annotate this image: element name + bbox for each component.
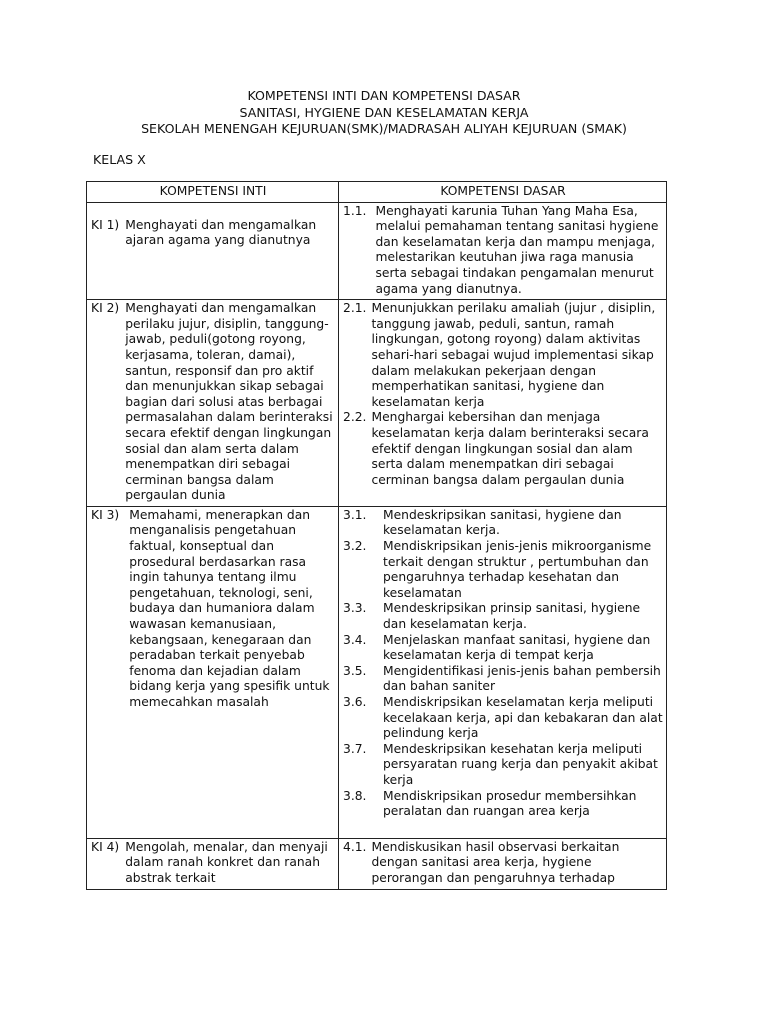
ki-text: Menghayati dan mengamalkan perilaku jujur, disiplin, tanggung-jawab, peduli(gotong royong, kerjasama, toleran, damai), santun, responsif dan pro aktif dan menunjukkan sikap sebagai bagian dari solusi atas berbagai permasalahan dalam berinteraksi secara efektif dengan lingkungan sosial dan alam serta dalam menempatkan diri sebagai cerminan bangsa dalam pergaulan dunia xyxy=(125,301,333,503)
kd-text: Menjelaskan manfaat sanitasi, hygiene dan keselamatan kerja di tempat kerja xyxy=(383,632,651,663)
kd-text: Mendiskripsikan prosedur membersihkan peralatan dan ruangan area kerja xyxy=(383,788,637,819)
kd-text: Mendeskripsikan prinsip sanitasi, hygiene dan keselamatan kerja. xyxy=(383,601,641,632)
kd-text: Menghayati karunia Tuhan Yang Maha Esa, melalui pemahaman tentang sanitasi hygiene dan keselamatan kerja dan mampu menjaga, melestarikan keutuhan jiwa raga manusia serta sebagai tindakan pengamalan menurut agama yang dianutnya. xyxy=(375,203,659,296)
column-header-kd: KOMPETENSI DASAR xyxy=(339,182,667,203)
title-line-3: SEKOLAH MENENGAH KEJURUAN(SMK)/MADRASAH ALIYAH KEJURUAN (SMAK) xyxy=(141,121,627,136)
kd-number: 3.5. xyxy=(343,663,367,678)
ki-number: KI 3) xyxy=(91,507,120,522)
kd-number: 2.2. xyxy=(343,410,367,425)
kd-number: 3.4. xyxy=(343,632,367,647)
kd-number: 3.3. xyxy=(343,601,367,616)
kompetensi-table xyxy=(86,181,667,890)
ki-number: KI 1) xyxy=(91,217,120,232)
ki-text: Menghayati dan mengamalkan ajaran agama yang dianutnya xyxy=(125,217,317,248)
kd-number: 4.1. xyxy=(343,839,367,854)
ki-text: Mengolah, menalar, dan menyaji dalam ranah konkret dan ranah abstrak terkait xyxy=(125,839,328,885)
kd-cell xyxy=(339,506,667,838)
title-line-2: SANITASI, HYGIENE DAN KESELAMATAN KERJA xyxy=(239,104,529,120)
kd-text: Mendeskripsikan kesehatan kerja meliputi persyaratan ruang kerja dan penyakit akibat kerja xyxy=(383,741,658,787)
kd-text: Menghargai kebersihan dan menjaga keselamatan kerja dalam berinteraksi secara efektif dengan lingkungan sosial dan alam serta dalam menempatkan diri sebagai cerminan bangsa dalam pergaulan dunia xyxy=(371,410,649,487)
ki-text: Memahami, menerapkan dan menganalisis pengetahuan faktual, konseptual dan prosedural berdasarkan rasa ingin tahunya tentang ilmu pengetahuan, teknologi, seni, budaya dan humaniora dalam wawasan kemanusiaan, kebangsaan, kenegaraan dan peradaban terkait penyebab fenoma dan kejadian dalam bidang kerja yang spesifik untuk memecahkan masalah xyxy=(129,507,330,709)
kd-number: 3.6. xyxy=(343,695,367,709)
kd-cell xyxy=(339,300,667,507)
table-row xyxy=(87,202,667,300)
ki-cell xyxy=(87,506,339,838)
table-row xyxy=(87,838,667,889)
kd-text: Mendiskripsikan keselamatan kerja meliputi kecelakaan kerja, api dan kebakaran dan alat pelindung kerja xyxy=(383,695,663,741)
ki-cell xyxy=(87,300,339,507)
kd-number: 2.1. xyxy=(343,301,367,316)
kd-text: Menunjukkan perilaku amaliah (jujur , disiplin, tanggung jawab, peduli, santun, ramah lingkungan, gotong royong) dalam aktivitas sehari-hari sebagai wujud implementasi sikap dalam melakukan pekerjaan dengan memperhatikan sanitasi, hygiene dan keselamatan kerja xyxy=(371,301,656,409)
ki-number: KI 4) xyxy=(91,839,120,854)
document-header xyxy=(0,88,768,138)
column-header-ki: KOMPETENSI INTI xyxy=(87,182,339,203)
kd-cell xyxy=(339,202,667,300)
kd-number: 3.1. xyxy=(343,507,367,522)
kd-number: 3.2. xyxy=(343,539,367,554)
kd-number: 3.7. xyxy=(343,741,367,756)
kelas-label: KELAS X xyxy=(93,152,146,167)
ki-cell xyxy=(87,202,339,300)
kd-number: 3.8. xyxy=(343,788,367,803)
kd-text: Mendeskripsikan sanitasi, hygiene dan keselamatan kerja. xyxy=(383,507,622,538)
kd-number: 1.1. xyxy=(343,203,367,218)
title-line-1: KOMPETENSI INTI DAN KOMPETENSI DASAR xyxy=(247,88,521,103)
kd-text: Mendiskripsikan jenis-jenis mikroorganisme terkait dengan struktur , pertumbuhan dan pengaruhnya terhadap kesehatan dan keselamatan xyxy=(383,539,652,600)
table-header-row xyxy=(87,182,667,203)
ki-number: KI 2) xyxy=(91,301,120,316)
kd-text: Mendiskusikan hasil observasi berkaitan dengan sanitasi area kerja, hygiene perorangan dan pengaruhnya terhadap xyxy=(371,839,620,885)
kd-text: Mengidentifikasi jenis-jenis bahan pembersih dan bahan saniter xyxy=(383,663,661,694)
ki-cell xyxy=(87,838,339,889)
table-row xyxy=(87,300,667,507)
table-row xyxy=(87,506,667,838)
kd-cell xyxy=(339,838,667,889)
